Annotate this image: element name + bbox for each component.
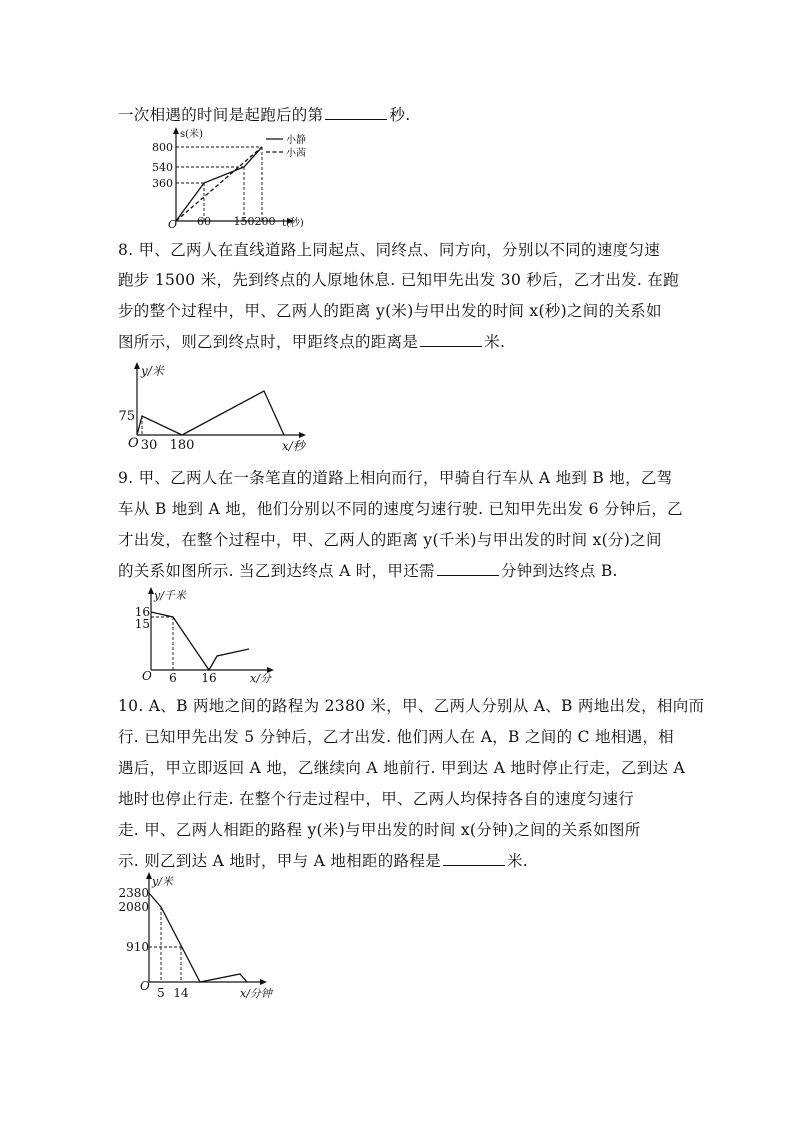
q10-suffix: 米.	[506, 852, 528, 870]
figure-q7	[140, 125, 340, 235]
y-axis-label: y/千米	[154, 589, 186, 602]
y-axis-label: y/米	[141, 364, 164, 378]
series-xiaoxi-line	[176, 147, 262, 221]
answer-blank	[437, 562, 499, 576]
x-axis-label: t(秒)	[282, 218, 304, 229]
q10-line-3: 遇后，甲立即返回 A 地，乙继续向 A 地前行. 甲到达 A 地时停止行走，乙到达 A	[118, 759, 686, 777]
x-axis-label: x/秒	[282, 439, 305, 453]
q8-line-4	[118, 330, 505, 352]
x-tick-180: 180	[169, 438, 195, 453]
q8-line-2: 跑步 1500 米，先到终点的人原地休息. 已知甲先出发 30 秒后，乙才出发. 在跑	[118, 271, 679, 289]
q10-line-1: 10. A、B 两地之间的路程为 2380 米，甲、乙两人分别从 A、B 两地出发，相向而	[118, 697, 705, 715]
q9-suffix: 分钟到达终点 B.	[500, 562, 618, 580]
q9-last-text: 的关系如图所示. 当乙到达终点 A 时，甲还需	[118, 562, 435, 580]
legend-xiaoxi: 小茜	[286, 148, 306, 159]
y-tick-800: 800	[152, 141, 173, 154]
q7-tail-suffix: 秒.	[389, 106, 411, 124]
x-tick-30: 30	[140, 438, 158, 453]
origin-label: O	[142, 669, 152, 683]
q7-tail-text: 一次相遇的时间是起跑后的第	[118, 106, 324, 124]
q10-last-text: 示. 则乙到达 A 地时，甲与 A 地相距的路程是	[118, 852, 441, 870]
distance-line	[149, 893, 247, 982]
q8-line-3: 步的整个过程中，甲、乙两人的距离 y(米)与甲出发的时间 x(秒)之间的关系如	[118, 302, 662, 320]
y-tick-540: 540	[152, 161, 173, 174]
y-axis-arrow-icon	[134, 362, 140, 369]
y-tick-360: 360	[152, 177, 173, 190]
q10-line-5: 走. 甲、乙两人相距的路程 y(米)与甲出发的时间 x(分钟)之间的关系如图所	[118, 821, 641, 839]
origin-label: O	[140, 979, 150, 993]
y-tick-2080: 2080	[118, 900, 149, 914]
q9-line-4	[118, 559, 618, 581]
y-axis-label: s(米)	[180, 129, 203, 140]
x-axis-label: x/分	[250, 672, 271, 685]
x-tick-5: 5	[157, 986, 165, 1000]
y-tick-2380: 2380	[118, 886, 149, 900]
q7-tail-line	[118, 103, 410, 125]
q10-line-2: 行. 已知甲先出发 5 分钟后，乙才出发. 他们两人在 A，B 之间的 C 地相遇，相	[118, 728, 674, 746]
x-axis-label: x/分钟	[240, 987, 272, 1000]
legend-xiaojing: 小静	[286, 135, 306, 146]
q10-line-4: 地时也停止行走. 在整个行走过程中，甲、乙两人均保持各自的速度匀速行	[118, 790, 635, 808]
y-tick-75: 75	[118, 409, 135, 424]
origin-label: O	[168, 218, 178, 231]
x-tick-16: 16	[201, 671, 217, 685]
y-tick-910: 910	[126, 940, 149, 954]
answer-blank	[420, 333, 482, 347]
x-axis-arrow-icon	[299, 432, 306, 438]
distance-line	[151, 612, 249, 670]
q9-line-3: 才出发，在整个过程中，甲、乙两人的距离 y(千米)与甲出发的时间 x(分)之间	[118, 531, 662, 549]
x-tick-200: 200	[254, 215, 276, 228]
y-axis-arrow-icon	[173, 127, 179, 134]
x-tick-150: 150	[233, 215, 255, 228]
y-axis-label: y/米	[152, 875, 173, 888]
q8-line-1: 8. 甲、乙两人在直线道路上同起点、同终点、同方向，分别以不同的速度匀速	[118, 241, 661, 259]
series-xiaojing-line	[176, 147, 262, 221]
q8-suffix: 米.	[484, 333, 506, 351]
q9-line-1: 9. 甲、乙两人在一条笔直的道路上相向而行，甲骑自行车从 A 地到 B 地，乙驾	[118, 469, 673, 487]
figure-q9	[130, 585, 300, 683]
origin-label: O	[128, 436, 139, 451]
distance-line	[137, 391, 284, 435]
figure-q10	[115, 870, 295, 1002]
y-tick-15: 15	[134, 617, 150, 631]
x-axis-arrow-icon	[260, 979, 267, 985]
x-tick-60: 60	[197, 215, 211, 228]
q9-line-2: 车从 B 地到 A 地，他们分别以不同的速度匀速行驶. 已知甲先出发 6 分钟后，乙	[118, 500, 683, 518]
x-tick-14: 14	[173, 986, 189, 1000]
q10-line-6	[118, 849, 528, 871]
figure-q8	[112, 360, 332, 456]
answer-blank	[325, 106, 387, 120]
q8-last-text: 图所示，则乙到终点时，甲距终点的距离是	[118, 333, 419, 351]
y-tick-16: 16	[134, 605, 150, 619]
x-tick-6: 6	[169, 671, 177, 685]
answer-blank	[443, 852, 505, 866]
